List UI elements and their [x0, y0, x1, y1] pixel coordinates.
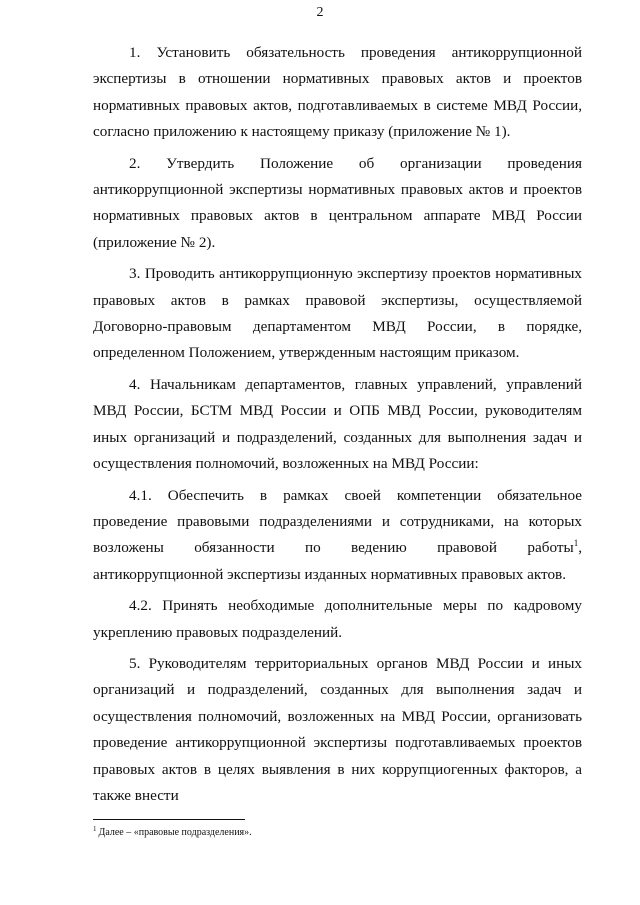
footnote-mark: 1: [93, 824, 97, 833]
footnote-divider: [93, 819, 245, 820]
paragraph-5: 5. Руководителям территориальных органов МВД России и иных организаций и подразделений, созданных для выполнения задач и осуществления полномочий, возложенных на МВД России, организовать проведение антикоррупционной экспертизы подготавливаемых проектов правовых актов в целях выявления в них коррупциогенных факторов, а также внести: [93, 654, 582, 804]
footnote-reference: 1: [573, 538, 579, 549]
paragraph-3: 3. Проводить антикоррупционную экспертизу проектов нормативных правовых актов в рамках правовой экспертизы, осуществляемой Договорно-правовым департаментом МВД России, в порядке, определенном Положением, утвержденным настоящим приказом.: [93, 265, 582, 362]
paragraph-4-2: 4.2. Принять необходимые дополнительные меры по кадровому укреплению правовых подразделений.: [93, 597, 582, 641]
paragraph-2: 2. Утвердить Положение об организации проведения антикоррупционной экспертизы нормативных правовых актов и проектов нормативных правовых актов в центральном аппарате МВД России (приложение № 2).: [93, 154, 582, 251]
paragraph-4: 4. Начальникам департаментов, главных управлений, управлений МВД России, БСТМ МВД России и ОПБ МВД России, руководителям иных организаций и подразделений, созданных для выполнения задач и осуществления полномочий, возложенных на МВД России:: [93, 375, 582, 473]
footnote: [93, 826, 582, 839]
document-body: [93, 40, 582, 809]
paragraph-4-1-text: 4.1. Обеспечить в рамках своей компетенции обязательное проведение правовыми подразделениями и сотрудниками, на которых возложены обязанности по ведению правовой работы: [93, 486, 582, 557]
footnote-text: Далее – «правовые подразделения».: [98, 827, 252, 838]
paragraph-4-1-text-end: , антикоррупционной экспертизы изданных нормативных правовых актов.: [93, 539, 582, 583]
paragraph-1: 1. Установить обязательность проведения антикоррупционной экспертизы в отношении нормативных правовых актов и проектов нормативных правовых актов, подготавливаемых в системе МВД России, согласно приложению к настоящему приказу (приложение № 1).: [93, 44, 582, 141]
paragraph-4-1: [93, 483, 582, 589]
page-number: 2: [316, 5, 324, 20]
